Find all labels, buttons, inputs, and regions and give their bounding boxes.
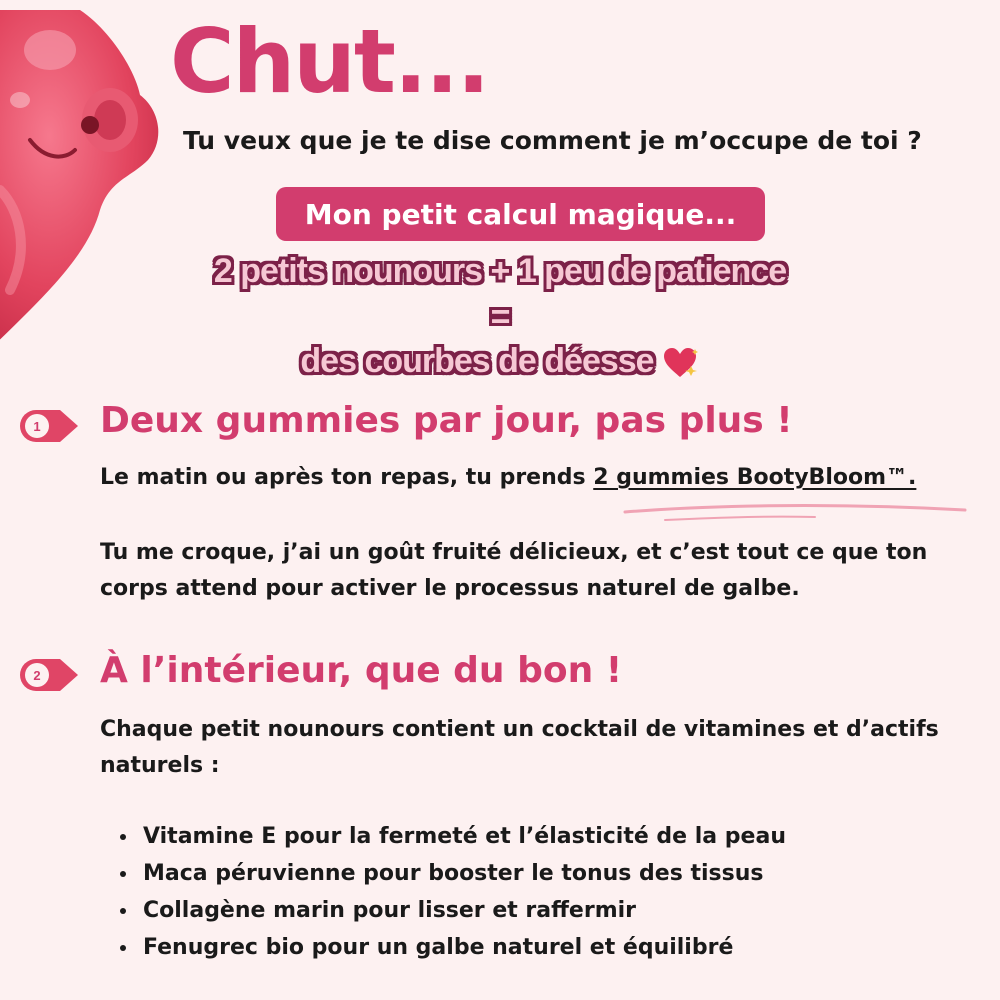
page-title: Chut... bbox=[170, 10, 489, 113]
list-item bbox=[120, 892, 786, 929]
magic-formula-badge: Mon petit calcul magique... bbox=[276, 187, 765, 241]
brand-highlight: 2 gummies BootyBloom™. bbox=[593, 465, 917, 490]
step-number: 1 bbox=[33, 419, 41, 434]
numbered-arrow-icon bbox=[18, 408, 80, 444]
step-1-body: Tu me croque, j’ai un goût fruité délicieux, et c’est tout ce que ton corps attend pour activer le processus naturel de galbe. bbox=[100, 540, 928, 601]
formula-line-1: 2 petits nounours + 1 peu de patience bbox=[213, 252, 787, 290]
subtitle: Tu veux que je te dise comment je m’occupe de toi ? bbox=[183, 126, 922, 155]
step-1-intro bbox=[100, 460, 916, 496]
ingredient-text: Fenugrec bio pour un galbe naturel et équilibré bbox=[143, 935, 734, 960]
ingredient-list bbox=[120, 818, 786, 966]
brush-underline bbox=[620, 496, 970, 526]
ingredient-text: Collagène marin pour lisser et raffermir bbox=[143, 898, 637, 923]
ingredient-text: Vitamine E pour la fermeté et l’élasticité de la peau bbox=[143, 824, 786, 849]
list-item bbox=[120, 855, 786, 892]
sparkling-heart-icon bbox=[662, 346, 700, 380]
step-1-intro-text: Le matin ou après ton repas, tu prends bbox=[100, 465, 594, 490]
formula-equals: = bbox=[490, 298, 510, 336]
list-item bbox=[120, 929, 786, 966]
bullet-icon bbox=[120, 834, 126, 840]
bullet-icon bbox=[120, 871, 126, 877]
ingredient-text: Maca péruvienne pour booster le tonus des tissus bbox=[143, 861, 764, 886]
bullet-icon bbox=[120, 945, 126, 951]
formula-result: des courbes de déesse bbox=[300, 342, 654, 380]
formula-line-2 bbox=[0, 342, 1000, 381]
list-item bbox=[120, 818, 786, 855]
step-2-body: Chaque petit nounours contient un cocktail de vitamines et d’actifs naturels : bbox=[100, 717, 939, 778]
step-number: 2 bbox=[33, 668, 41, 683]
step-2-title: À l’intérieur, que du bon ! bbox=[100, 650, 623, 691]
numbered-arrow-icon bbox=[18, 657, 80, 693]
bullet-icon bbox=[120, 908, 126, 914]
step-1-title: Deux gummies par jour, pas plus ! bbox=[100, 400, 793, 441]
